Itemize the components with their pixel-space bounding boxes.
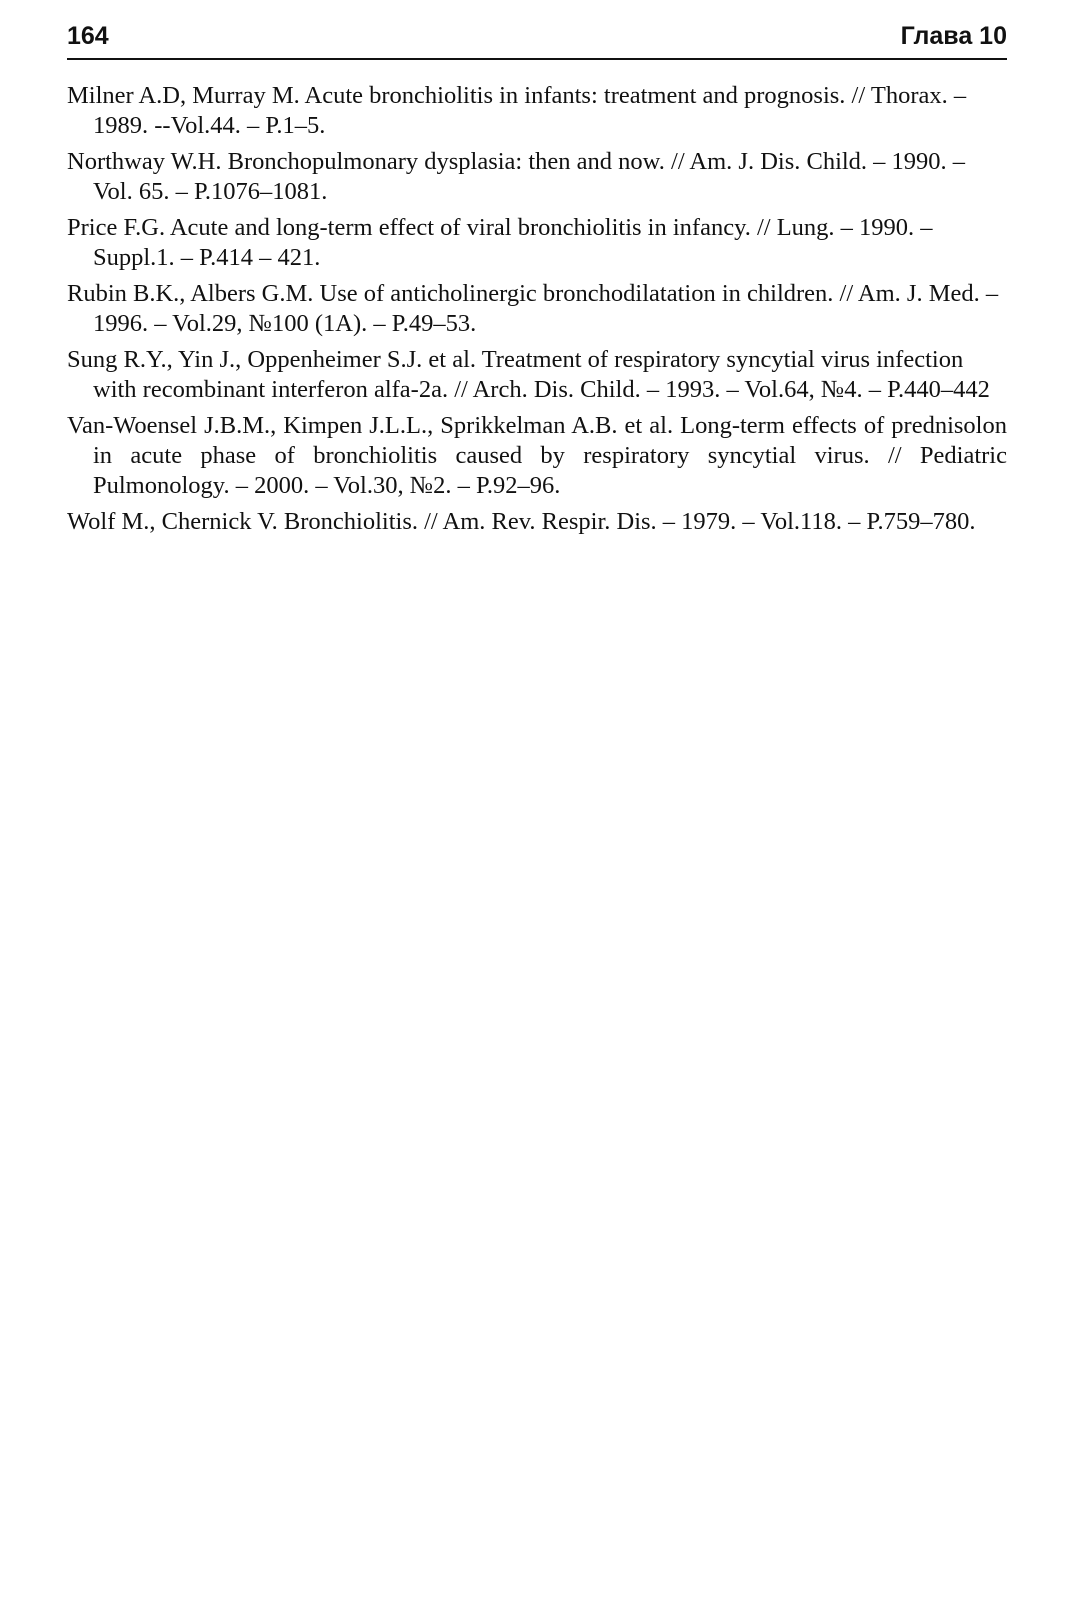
- reference-item-rubin: Rubin B.K., Albers G.M. Use of anticholinergic bronchodilatation in children. // Am. J. Med. – 1996. – Vol.29, №100 (1A). – P.49–53.: [67, 280, 999, 337]
- reference-list: [67, 81, 1007, 543]
- running-header: [67, 18, 1007, 60]
- reference-item-sung: Sung R.Y., Yin J., Oppenheimer S.J. et al. Treatment of respiratory syncytial virus infection with recombinant interferon alfa-2a. // Arch. Dis. Child. – 1993. – Vol.64, №4. – P.440–442: [67, 346, 990, 403]
- chapter-title: Глава 10: [900, 22, 1007, 50]
- reference-item-northway: Northway W.H. Bronchopulmonary dysplasia: then and now. // Am. J. Dis. Child. – 1990. – Vol. 65. – P.1076–1081.: [67, 148, 966, 205]
- reference-item-wolf: Wolf M., Chernick V. Bronchiolitis. // Am. Rev. Respir. Dis. – 1979. – Vol.118. – P.759–780.: [67, 508, 976, 535]
- reference-item-price: Price F.G. Acute and long-term effect of viral bronchiolitis in infancy. // Lung. – 1990. – Suppl.1. – P.414 – 421.: [67, 214, 933, 271]
- page-number: 164: [67, 22, 109, 50]
- reference-item-milner: Milner A.D, Murray M. Acute bronchiolitis in infants: treatment and prognosis. // Thorax. – 1989. --Vol.44. – P.1–5.: [67, 82, 967, 139]
- reference-item-van-woensel: Van-Woensel J.B.M., Kimpen J.L.L., Sprikkelman A.B. et al. Long-term effects of prednisolon in acute phase of bronchiolitis caused by respiratory syncytial virus. // Pediatric Pulmonology. – 2000. – Vol.30, №2. – P.92–96.: [67, 412, 1007, 499]
